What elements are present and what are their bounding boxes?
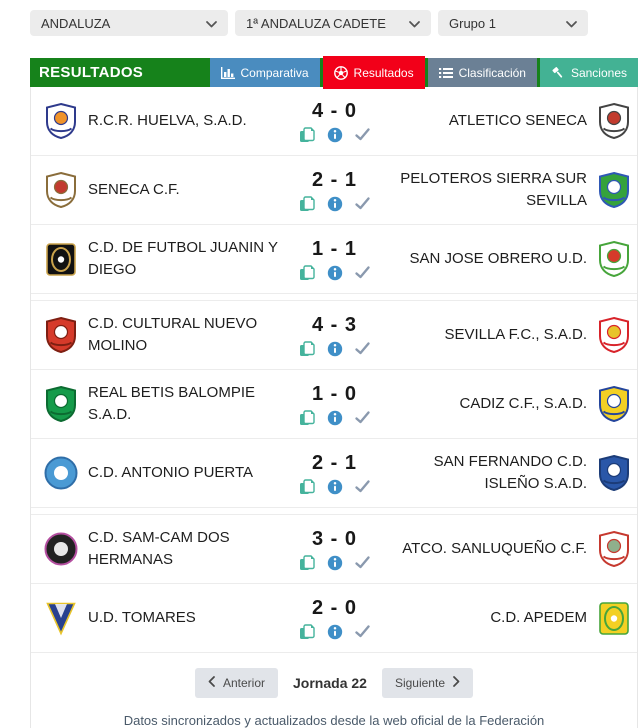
info-icon[interactable] bbox=[327, 479, 343, 495]
score-block bbox=[284, 379, 385, 430]
score-block bbox=[284, 310, 385, 361]
away-team-logo bbox=[596, 317, 632, 353]
check-icon[interactable] bbox=[355, 342, 370, 355]
away-team-logo bbox=[596, 455, 632, 491]
away-team-name: ATCO. SANLUQUEÑO C.F. bbox=[402, 540, 587, 558]
home-team-logo bbox=[43, 532, 79, 566]
match-actions bbox=[299, 341, 370, 357]
score-block bbox=[284, 593, 385, 644]
chevron-left-icon bbox=[208, 676, 215, 690]
home-team-name: C.D. DE FUTBOL JUANIN Y DIEGO bbox=[88, 239, 278, 278]
group-select-value: Grupo 1 bbox=[449, 15, 496, 31]
home-team-name: REAL BETIS BALOMPIE S.A.D. bbox=[88, 384, 255, 423]
match-row bbox=[31, 515, 637, 584]
group-select[interactable] bbox=[438, 10, 588, 36]
match-score: 2 - 0 bbox=[311, 596, 358, 619]
away-team-logo bbox=[596, 103, 632, 139]
check-icon[interactable] bbox=[355, 480, 370, 493]
home-team-logo bbox=[43, 386, 79, 422]
tab-label: Resultados bbox=[353, 65, 414, 80]
check-icon[interactable] bbox=[355, 556, 370, 569]
copy-icon[interactable] bbox=[299, 555, 315, 571]
tab-label: Comparativa bbox=[240, 65, 309, 80]
away-team-name: SAN FERNANDO C.D. ISLEÑO S.A.D. bbox=[433, 453, 587, 492]
match-actions bbox=[299, 479, 370, 495]
chevron-right-icon bbox=[453, 676, 460, 690]
pagination bbox=[31, 653, 637, 698]
check-icon[interactable] bbox=[355, 411, 370, 424]
away-team-logo bbox=[596, 531, 632, 567]
info-icon[interactable] bbox=[327, 410, 343, 426]
jornada-label: Jornada 22 bbox=[293, 675, 367, 691]
copy-icon[interactable] bbox=[299, 624, 315, 640]
home-team-logo bbox=[43, 172, 79, 208]
away-team-name: SAN JOSE OBRERO U.D. bbox=[409, 250, 587, 268]
copy-icon[interactable] bbox=[299, 127, 315, 143]
soccer-ball-icon bbox=[334, 66, 348, 80]
tab-clasificaci-n[interactable] bbox=[428, 58, 537, 87]
match-actions bbox=[299, 410, 370, 426]
info-icon[interactable] bbox=[327, 555, 343, 571]
copy-icon[interactable] bbox=[299, 265, 315, 281]
results-header bbox=[30, 58, 638, 87]
previous-button[interactable] bbox=[195, 668, 278, 698]
home-team-name: R.C.R. HUELVA, S.A.D. bbox=[88, 112, 247, 130]
federation-select-value: ANDALUZA bbox=[41, 15, 111, 31]
competition-select[interactable] bbox=[235, 10, 431, 36]
match-score: 1 - 0 bbox=[311, 382, 358, 405]
score-block bbox=[284, 96, 385, 147]
list-icon bbox=[439, 67, 453, 79]
next-button-label: Siguiente bbox=[394, 676, 445, 690]
score-block bbox=[284, 234, 385, 285]
gavel-icon bbox=[551, 66, 565, 80]
score-block bbox=[284, 524, 385, 575]
home-team-name: C.D. CULTURAL NUEVO MOLINO bbox=[88, 315, 258, 354]
check-icon[interactable] bbox=[355, 266, 370, 279]
group-spacer bbox=[31, 508, 637, 515]
away-team-name: PELOTEROS SIERRA SUR SEVILLA bbox=[400, 170, 587, 209]
match-score: 2 - 1 bbox=[311, 451, 358, 474]
match-list bbox=[31, 87, 637, 653]
match-row bbox=[31, 156, 637, 225]
results-panel bbox=[30, 87, 638, 728]
score-block bbox=[284, 165, 385, 216]
away-team-name: C.D. APEDEM bbox=[490, 609, 587, 627]
copy-icon[interactable] bbox=[299, 410, 315, 426]
score-block bbox=[284, 448, 385, 499]
home-team-logo bbox=[43, 103, 79, 139]
competition-select-value: 1ª ANDALUZA CADETE bbox=[246, 15, 386, 31]
match-row bbox=[31, 87, 637, 156]
match-actions bbox=[299, 555, 370, 571]
chevron-down-icon bbox=[566, 16, 577, 31]
match-row bbox=[31, 301, 637, 370]
check-icon[interactable] bbox=[355, 625, 370, 638]
tab-sanciones[interactable] bbox=[540, 58, 638, 87]
match-score: 2 - 1 bbox=[311, 168, 358, 191]
info-icon[interactable] bbox=[327, 127, 343, 143]
match-score: 4 - 3 bbox=[311, 313, 358, 336]
check-icon[interactable] bbox=[355, 197, 370, 210]
info-icon[interactable] bbox=[327, 341, 343, 357]
tab-comparativa[interactable] bbox=[210, 58, 320, 87]
away-team-logo bbox=[596, 602, 632, 635]
match-row bbox=[31, 584, 637, 653]
match-actions bbox=[299, 624, 370, 640]
match-row bbox=[31, 439, 637, 508]
info-icon[interactable] bbox=[327, 265, 343, 281]
tab-label: Sanciones bbox=[570, 65, 627, 80]
away-team-logo bbox=[596, 386, 632, 422]
away-team-logo bbox=[596, 172, 632, 208]
next-button[interactable] bbox=[382, 668, 473, 698]
match-row bbox=[31, 370, 637, 439]
match-actions bbox=[299, 127, 370, 143]
match-actions bbox=[299, 196, 370, 212]
match-score: 4 - 0 bbox=[311, 99, 358, 122]
page-title: RESULTADOS bbox=[39, 64, 144, 81]
copy-icon[interactable] bbox=[299, 479, 315, 495]
away-team-name: CADIZ C.F., S.A.D. bbox=[459, 395, 587, 413]
match-score: 3 - 0 bbox=[311, 527, 358, 550]
info-icon[interactable] bbox=[327, 196, 343, 212]
results-page bbox=[30, 0, 638, 728]
away-team-name: SEVILLA F.C., S.A.D. bbox=[444, 326, 587, 344]
check-icon[interactable] bbox=[355, 128, 370, 141]
home-team-logo bbox=[43, 243, 79, 276]
previous-button-label: Anterior bbox=[222, 676, 266, 690]
home-team-name: C.D. SAM-CAM DOS HERMANAS bbox=[88, 529, 230, 568]
home-team-name: C.D. ANTONIO PUERTA bbox=[88, 464, 254, 482]
federation-select[interactable] bbox=[30, 10, 228, 36]
copy-icon[interactable] bbox=[299, 196, 315, 212]
info-icon[interactable] bbox=[327, 624, 343, 640]
bar-chart-icon bbox=[221, 67, 235, 79]
chevron-down-icon bbox=[206, 16, 217, 31]
match-actions bbox=[299, 265, 370, 281]
match-row bbox=[31, 225, 637, 294]
match-score: 1 - 1 bbox=[311, 237, 358, 260]
chevron-down-icon bbox=[409, 16, 420, 31]
tab-label: Clasificación bbox=[458, 65, 526, 80]
filters-bar bbox=[30, 0, 638, 36]
away-team-name: ATLETICO SENECA bbox=[448, 112, 587, 130]
home-team-logo bbox=[43, 456, 79, 490]
copy-icon[interactable] bbox=[299, 341, 315, 357]
home-team-name: U.D. TOMARES bbox=[88, 609, 196, 627]
home-team-logo bbox=[43, 602, 79, 635]
home-team-logo bbox=[43, 317, 79, 353]
tab-bar bbox=[210, 58, 638, 87]
away-team-logo bbox=[596, 241, 632, 277]
home-team-name: SENECA C.F. bbox=[88, 181, 180, 199]
group-spacer bbox=[31, 294, 637, 301]
tab-resultados[interactable] bbox=[323, 56, 425, 89]
footer-note: Datos sincronizados y actualizados desde la web oficial de la Federación bbox=[123, 713, 545, 728]
